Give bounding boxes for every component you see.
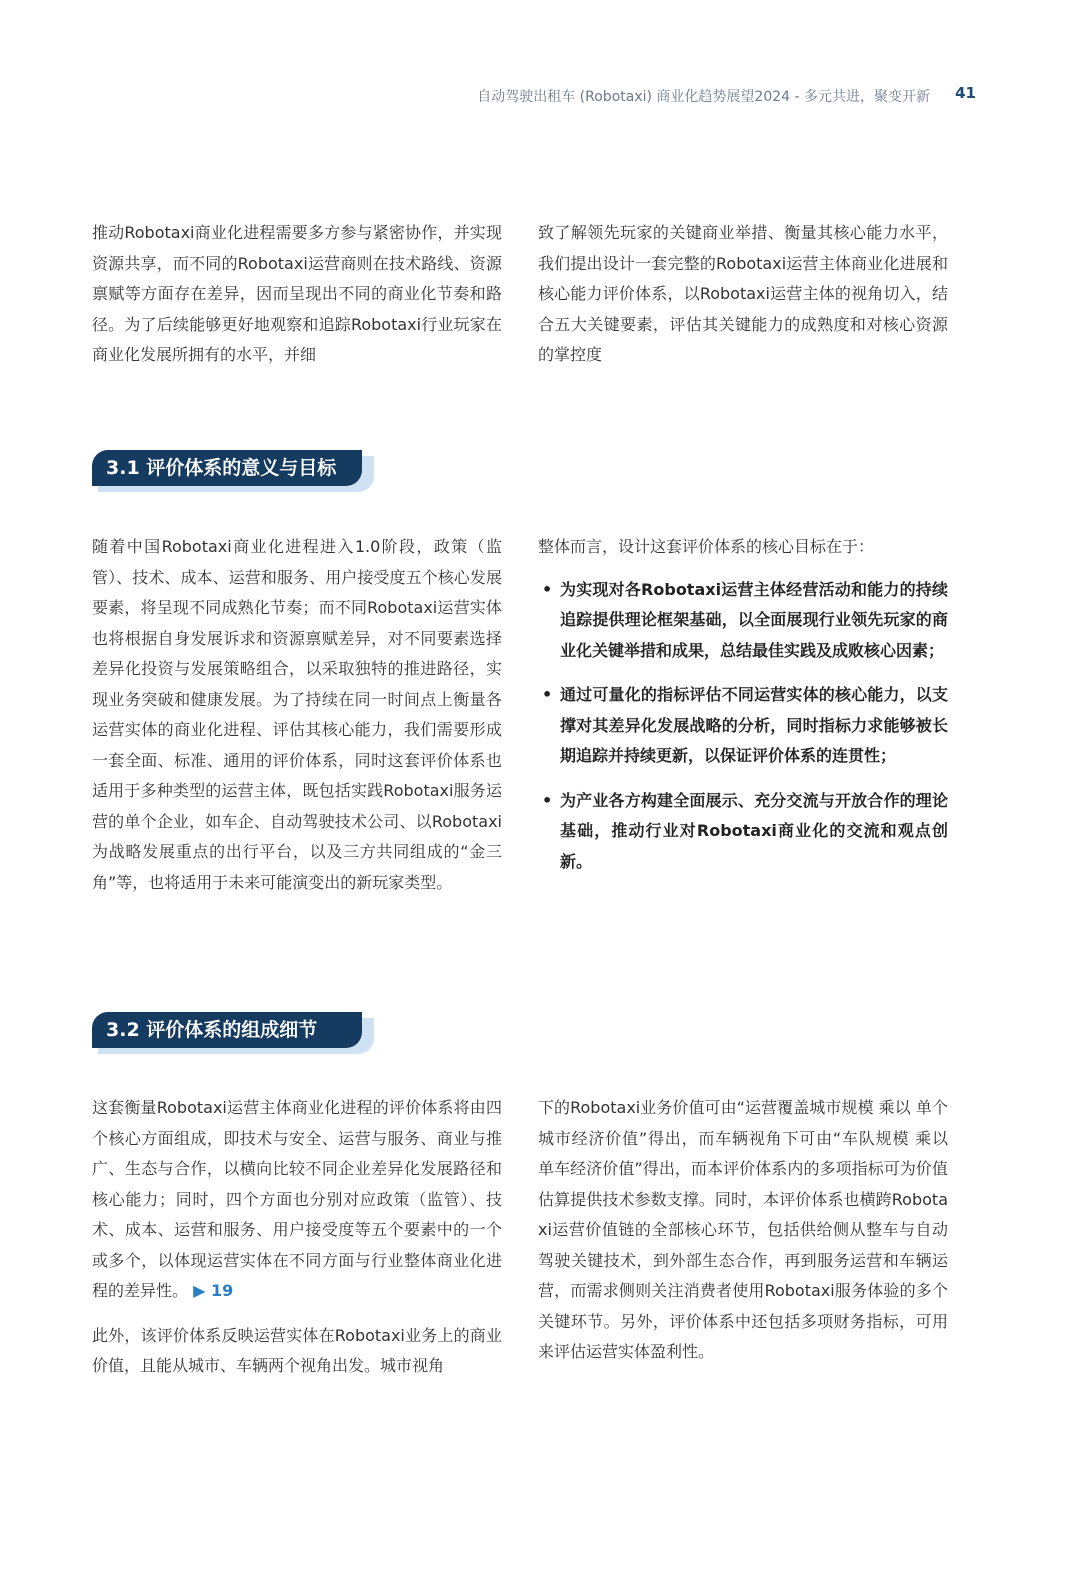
goal-item-3 (538, 786, 948, 878)
section2-left-paragraph-1 (92, 1093, 502, 1307)
section2-right-column (538, 1093, 948, 1368)
section2-right-paragraph: 下的Robotaxi业务价值可由“运营覆盖城市规模 乘以 单个城市经济价值”得出，而车辆视角下可由“车队规模 乘以 单车经济价值”得出，而本评价体系内的多项指标可为价值估算提供技术参数支撑。同时，本评价体系也横跨Robotaxi运营价值链的全部核心环节，包括供给侧从整车与自动驾驶关键技术，到外部生态合作，再到服务运营和车辆运营，而需求侧则关注消费者使用Robotaxi服务体验的多个关键环节。另外，评价体系中还包括多项财务指标，可用来评估运营实体盈利性。 (538, 1098, 948, 1361)
intro-left-paragraph: 推动Robotaxi商业化进程需要多方参与紧密协作，并实现资源共享，而不同的Robotaxi运营商则在技术路线、资源禀赋等方面存在差异，因而呈现出不同的商业化节奏和路径。为了后续能够更好地观察和追踪Robotaxi行业玩家在商业化发展所拥有的水平，并细 (92, 223, 502, 364)
section1-right-column (538, 532, 948, 877)
goals-list (538, 575, 948, 878)
section-3-1-heading (92, 450, 368, 486)
goal-text-3: 为产业各方构建全面展示、充分交流与开放合作的理论基础，推动行业对Robotaxi商业化的交流和观点创新。 (560, 790, 948, 871)
figure-reference-link[interactable]: ▶ 19 (193, 1281, 234, 1300)
intro-left-column (92, 218, 502, 371)
section-3-2-heading (92, 1012, 368, 1048)
goal-item-1 (538, 575, 948, 667)
section-3-1-title: 3.1 评价体系的意义与目标 (92, 450, 362, 486)
intro-right-paragraph: 致了解领先玩家的关键商业举措、衡量其核心能力水平，我们提出设计一套完整的Robotaxi运营主体商业化进展和核心能力评价体系，以Robotaxi运营主体的视角切入，结合五大关键要素，评估其关键能力的成熟度和对核心资源的掌控度 (538, 223, 948, 364)
section1-left-column (92, 532, 502, 898)
bullet-dot-icon: • (542, 579, 553, 599)
section1-left-paragraph: 随着中国Robotaxi商业化进程进入1.0阶段，政策（监管）、技术、成本、运营和服务、用户接受度五个核心发展要素，将呈现不同成熟化节奏；而不同Robotaxi运营实体也将根据自身发展诉求和资源禀赋差异，对不同要素选择差异化投资与发展策略组合，以采取独特的推进路径，实现业务突破和健康发展。为了持续在同一时间点上衡量各运营实体的商业化进程、评估其核心能力，我们需要形成一套全面、标准、通用的评价体系，同时这套评价体系也适用于多种类型的运营主体，既包括实践Robotaxi服务运营的单个企业，如车企、自动驾驶技术公司、以Robotaxi为战略发展重点的出行平台，以及三方共同组成的“金三角”等，也将适用于未来可能演变出的新玩家类型。 (92, 537, 502, 892)
running-title: 自动驾驶出租车 (Robotaxi) 商业化趋势展望2024 - 多元共进，聚变开新 (477, 89, 930, 105)
goal-text-1: 为实现对各Robotaxi运营主体经营活动和能力的持续追踪提供理论框架基础，以全面展现行业领先玩家的商业化关键举措和成果，总结最佳实践及成败核心因素； (560, 579, 948, 660)
section2-left-column (92, 1093, 502, 1382)
section-3-2-title: 3.2 评价体系的组成细节 (92, 1012, 362, 1048)
section1-right-intro: 整体而言，设计这套评价体系的核心目标在于： (538, 537, 875, 556)
page-number: 41 (955, 84, 976, 102)
bullet-dot-icon: • (542, 790, 553, 810)
goal-item-2 (538, 680, 948, 772)
bullet-dot-icon: • (542, 685, 553, 704)
section2-left-text-1: 这套衡量Robotaxi运营主体商业化进程的评价体系将由四个核心方面组成，即技术与安全、运营与服务、商业与推广、生态与合作，以横向比较不同企业差异化发展路径和核心能力；同时，四个方面也分别对应政策（监管）、技术、成本、运营和服务、用户接受度等五个要素中的一个或多个，以体现运营实体在不同方面与行业整体商业化进程的差异性。 (92, 1098, 502, 1300)
goal-text-2: 通过可量化的指标评估不同运营实体的核心能力，以支撑对其差异化发展战略的分析，同时指标力求能够被长期追踪并持续更新，以保证评价体系的连贯性； (560, 685, 948, 765)
section2-left-paragraph-2: 此外，该评价体系反映运营实体在Robotaxi业务上的商业价值，且能从城市、车辆两个视角出发。城市视角 (92, 1325, 502, 1375)
intro-right-column (538, 218, 948, 371)
